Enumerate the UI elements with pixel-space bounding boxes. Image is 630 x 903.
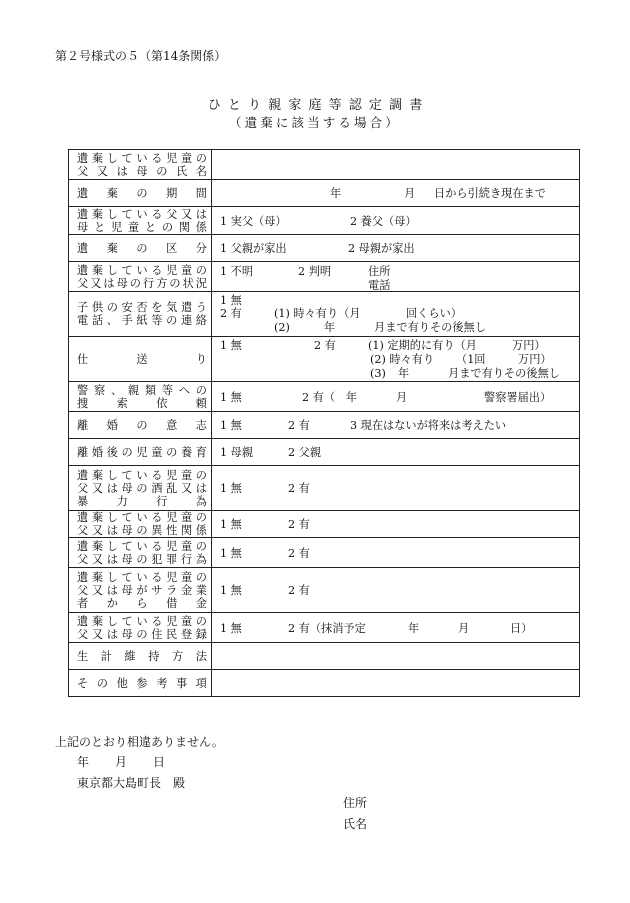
row-value-option: 1 無: [220, 294, 242, 307]
row-label-line: 遺棄している児童の: [77, 539, 207, 553]
row-value-option: 2 養父（母）: [350, 215, 417, 228]
row-value-option: 2 有（: [302, 391, 336, 404]
row-value-option: (1) 時々有り（月: [274, 307, 361, 320]
row-label-line: 父又は母の行方の状況: [77, 276, 207, 290]
row-label: [69, 382, 212, 412]
table-row: [69, 643, 580, 670]
row-value-option: 2 有: [288, 419, 310, 432]
row-label-line: 生計維持方法: [77, 649, 207, 663]
row-label: [69, 466, 212, 511]
document-subtitle: （遺棄に該当する場合）: [229, 115, 401, 130]
table-row: [69, 568, 580, 613]
row-value-option: 年: [324, 321, 336, 334]
row-label: [69, 439, 212, 466]
table-row: [69, 382, 580, 412]
row-value-option: 年: [330, 187, 342, 200]
row-value-option: 1 父親が家出: [220, 242, 287, 255]
row-value-option: 月: [458, 622, 470, 635]
table-row: [69, 670, 580, 697]
row-label-line: 離婚後の児童の養育: [77, 445, 207, 459]
row-value-cell[interactable]: [212, 262, 580, 292]
address-label[interactable]: 住所: [343, 796, 368, 810]
row-label-line: 遺棄している児童の: [77, 151, 207, 165]
row-label-line: 父又は母の氏名: [77, 164, 207, 178]
row-value-option: 1 無: [220, 482, 242, 495]
table-row: [69, 466, 580, 511]
row-label: [69, 337, 212, 382]
row-value-option: (2) 時々有り: [370, 353, 435, 366]
row-value-option: 警察署届出）: [484, 391, 552, 404]
row-value-option: 1 無: [220, 419, 242, 432]
date-day[interactable]: 日: [153, 755, 166, 769]
row-value-cell[interactable]: [212, 207, 580, 235]
row-value-cell[interactable]: [212, 150, 580, 180]
row-label: [69, 235, 212, 262]
row-label-line: 父又は母がサラ金業: [77, 583, 207, 597]
row-label-line: 遺棄している児童の: [77, 263, 207, 277]
row-value-cell[interactable]: [212, 235, 580, 262]
row-value-option: 2 母親が家出: [348, 242, 415, 255]
row-value-option: （1回: [456, 353, 486, 366]
row-label-line: 捜索依頼: [77, 396, 207, 410]
row-value-cell[interactable]: [212, 412, 580, 439]
table-row: [69, 337, 580, 382]
row-value-option: 年: [346, 391, 358, 404]
row-label-line: 父又は母の住民登録: [77, 627, 207, 641]
row-value-option: (3): [370, 367, 386, 380]
table-row: [69, 180, 580, 207]
row-label-line: 遺棄している児童の: [77, 570, 207, 584]
row-label: [69, 511, 212, 538]
row-value-option: 日から引続き現在まで: [434, 187, 546, 200]
row-label-line: 母と児童との関係: [77, 220, 207, 234]
row-value-option: (2): [274, 321, 290, 334]
date-line: [77, 753, 191, 770]
row-label-line: 父又は母の犯罪行為: [77, 552, 207, 566]
table-row: [69, 412, 580, 439]
row-value-cell[interactable]: [212, 613, 580, 643]
row-value-option: 2 有: [314, 339, 336, 352]
row-value-option: 2 有: [288, 547, 310, 560]
row-value-option: 1 無: [220, 339, 242, 352]
row-label-line: 遺棄している児童の: [77, 468, 207, 482]
row-label-line: 離婚の意志: [77, 418, 207, 432]
row-label-line: 遺棄の区分: [77, 241, 207, 255]
row-value-cell[interactable]: [212, 538, 580, 568]
table-row: [69, 262, 580, 292]
row-value-option: 月: [404, 187, 416, 200]
table-row: [69, 613, 580, 643]
row-label: [69, 670, 212, 697]
row-value-option: 月: [396, 391, 408, 404]
row-value-cell[interactable]: [212, 382, 580, 412]
table-row: [69, 511, 580, 538]
row-label-line: 子供の安否を気遣う: [77, 301, 207, 314]
row-value-cell[interactable]: [212, 568, 580, 613]
row-value-option: 万円）: [518, 353, 552, 366]
row-label-line: 警察、親類等への: [77, 383, 207, 397]
row-value-cell[interactable]: [212, 439, 580, 466]
row-label-line: 遺棄の期間: [77, 186, 207, 200]
row-value-option: 2 父親: [288, 446, 322, 459]
row-value-cell[interactable]: [212, 337, 580, 382]
row-label-line: 仕送り: [77, 352, 207, 366]
row-label: [69, 568, 212, 613]
row-label-line: 遺棄している児童の: [77, 511, 207, 524]
row-value-option: 2 有: [288, 518, 310, 531]
row-label-line: 者から借金: [77, 596, 207, 610]
row-value-option: (1) 定期的に有り（月: [368, 339, 477, 352]
table-row: [69, 292, 580, 337]
table-row: [69, 538, 580, 568]
row-value-option: 3 現在はないが将来は考えたい: [350, 419, 507, 432]
row-label: [69, 538, 212, 568]
row-value-option: 1 無: [220, 622, 242, 635]
row-value-option: 電話: [368, 279, 391, 292]
row-value-cell[interactable]: [212, 643, 580, 670]
attestation-text: 上記のとおり相違ありません。: [55, 735, 224, 749]
row-label: [69, 150, 212, 180]
row-value-option: 1 無: [220, 391, 242, 404]
row-value-option: 2 判明: [298, 265, 332, 278]
row-label: [69, 292, 212, 337]
row-value-option: 2 有: [220, 307, 242, 320]
row-value-option: 万円）: [512, 339, 546, 352]
row-value-cell[interactable]: [212, 670, 580, 697]
date-year[interactable]: 年: [77, 755, 90, 769]
name-label[interactable]: 氏名: [343, 817, 368, 831]
row-value-option: 月まで有りその後無し: [374, 321, 486, 334]
row-label-line: 父又は母の酒乱又は: [77, 481, 207, 495]
row-label: [69, 262, 212, 292]
row-value-option: 年: [398, 367, 410, 380]
row-value-option: 1 母親: [220, 446, 254, 459]
row-value-option: 日）: [510, 622, 533, 635]
row-value-option: 住所: [368, 265, 391, 278]
table-row: [69, 207, 580, 235]
table-row: [69, 150, 580, 180]
form-number: 第２号様式の５（第14条関係）: [55, 49, 227, 63]
addressee: 東京都大島町長 殿: [77, 776, 186, 790]
row-label-line: その他参考事項: [77, 676, 207, 690]
row-value-option: 年: [408, 622, 420, 635]
row-label-line: 遺棄している児童の: [77, 614, 207, 628]
row-value-option: 1 無: [220, 584, 242, 597]
row-value-option: 回くらい）: [406, 307, 462, 320]
row-value-option: 2 有（抹消予定: [288, 622, 366, 635]
row-value-option: 1 無: [220, 547, 242, 560]
row-value-option: 月まで有りその後無し: [448, 367, 560, 380]
date-month[interactable]: 月: [115, 755, 128, 769]
table-row: [69, 439, 580, 466]
row-value-option: 2 有: [288, 584, 310, 597]
document-title: ひとり親家庭等認定調書: [207, 98, 430, 113]
row-value-option: 1 実父（母）: [220, 215, 287, 228]
row-value-option: 1 不明: [220, 265, 254, 278]
row-value-cell[interactable]: [212, 292, 580, 337]
row-value-option: 1 無: [220, 518, 242, 531]
row-label: [69, 643, 212, 670]
row-label: [69, 207, 212, 235]
row-value-cell[interactable]: [212, 511, 580, 538]
table-row: [69, 235, 580, 262]
row-label: [69, 180, 212, 207]
row-label-line: 暴力行為: [77, 494, 207, 508]
row-label-line: 電話、手紙等の連絡: [77, 314, 207, 327]
row-label-line: 遺棄している父又は: [77, 207, 207, 221]
certification-table: [68, 149, 580, 697]
row-value-cell[interactable]: [212, 466, 580, 511]
row-value-cell[interactable]: [212, 180, 580, 207]
row-label-line: 父又は母の異性関係: [77, 524, 207, 537]
row-label: [69, 613, 212, 643]
row-label: [69, 412, 212, 439]
row-value-option: 2 有: [288, 482, 310, 495]
